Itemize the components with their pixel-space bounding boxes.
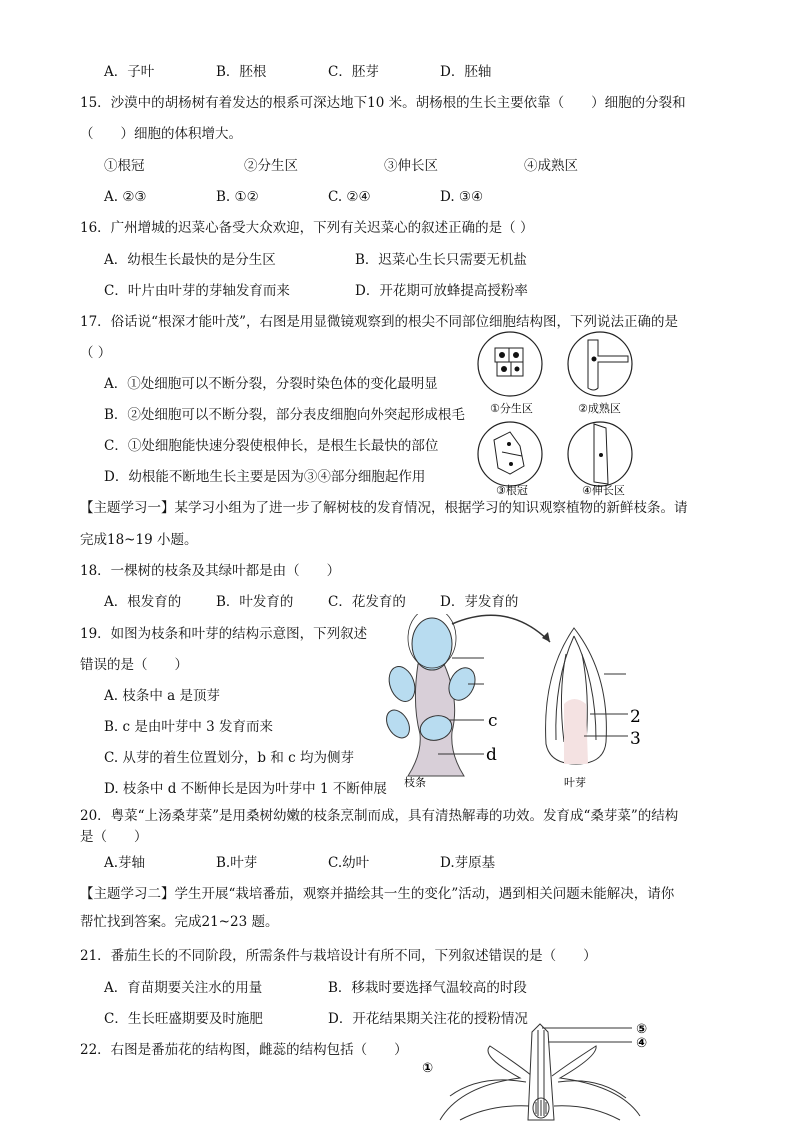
label-4: ④ bbox=[636, 1036, 648, 1051]
q16-option-d: D．开花期可放蜂提高授粉率 bbox=[355, 283, 528, 299]
q19-option-b: B. c 是由叶芽中 3 发育而来 bbox=[104, 719, 274, 735]
theme1-line2: 完成18~19 小题。 bbox=[80, 532, 198, 548]
q17-option-b: B．②处细胞可以不断分裂，部分表皮细胞向外突起形成根毛 bbox=[104, 407, 465, 423]
q21-option-a: A．育苗期要关注水的用量 bbox=[104, 980, 263, 996]
q18-option-d: D．芽发育的 bbox=[440, 594, 519, 610]
root-tip-cells-figure bbox=[476, 328, 646, 500]
q15-stem-line2: （ ）细胞的体积增大。 bbox=[80, 126, 242, 142]
q15-option-c: C. ②④ bbox=[328, 189, 371, 205]
caption-meristem: ①分生区 bbox=[490, 402, 533, 415]
q20-option-a: A.芽轴 bbox=[104, 855, 146, 871]
q18-option-c: C．花发育的 bbox=[328, 594, 406, 610]
caption-elongation-zone: ④伸长区 bbox=[582, 484, 625, 497]
q21-option-c: C．生长旺盛期要及时施肥 bbox=[104, 1011, 263, 1027]
label-5: ⑤ bbox=[636, 1022, 648, 1037]
theme2-line2: 帮忙找到答案。完成21~23 题。 bbox=[80, 914, 279, 930]
q15-option-b: B. ①② bbox=[216, 189, 259, 205]
q19-option-c: C. 从芽的着生位置划分，b 和 c 均为侧芽 bbox=[104, 750, 355, 766]
q17-option-c: C．①处细胞能快速分裂使根伸长，是根生长最快的部位 bbox=[104, 438, 439, 454]
q15-part-4: ④成熟区 bbox=[524, 158, 578, 174]
elongation-zone-diagram bbox=[568, 422, 632, 486]
label-3: 3 bbox=[630, 729, 641, 749]
label-1: ① bbox=[422, 1061, 434, 1076]
q17-stem-line2: （ ） bbox=[80, 345, 112, 361]
tomato-flower-figure bbox=[420, 1016, 660, 1123]
q15-option-d: D. ③④ bbox=[440, 189, 484, 205]
q16-option-b: B．迟菜心生长只需要无机盐 bbox=[355, 252, 527, 268]
flower-diagram bbox=[440, 1024, 640, 1120]
meristem-cells-diagram bbox=[478, 332, 542, 396]
q15-part-3: ③伸长区 bbox=[384, 158, 438, 174]
caption-maturation-zone: ②成熟区 bbox=[578, 402, 621, 415]
q14-option-d: D．胚轴 bbox=[440, 64, 492, 80]
q20-option-c: C.幼叶 bbox=[328, 855, 370, 871]
q19-option-a: A. 枝条中 a 是顶芽 bbox=[104, 688, 220, 704]
q14-option-a: A．子叶 bbox=[104, 64, 155, 80]
q20-option-d: D.芽原基 bbox=[440, 855, 496, 871]
root-cap-diagram bbox=[478, 422, 542, 486]
q18-option-a: A．根发育的 bbox=[104, 594, 182, 610]
q21-option-d: D．开花结果期关注花的授粉情况 bbox=[328, 1011, 528, 1027]
q20-option-b: B.叶芽 bbox=[216, 855, 258, 871]
q14-option-c: C．胚芽 bbox=[328, 64, 379, 80]
label-2: 2 bbox=[630, 707, 641, 727]
q16-stem: 16．广州增城的迟菜心备受大众欢迎，下列有关迟菜心的叙述正确的是（ ） bbox=[80, 220, 534, 236]
q15-part-2: ②分生区 bbox=[244, 158, 298, 174]
q20-stem-line1: 20．粤菜“上汤桑芽菜”是用桑树幼嫩的枝条烹制而成，具有清热解毒的功效。发育成“桑芽菜”的结构 bbox=[80, 808, 679, 824]
q18-option-b: B．叶发育的 bbox=[216, 594, 294, 610]
q14-option-b: B．胚根 bbox=[216, 64, 267, 80]
leaf-bud-diagram bbox=[546, 628, 628, 764]
label-c: c bbox=[488, 711, 498, 731]
maturation-zone-diagram bbox=[568, 332, 632, 396]
q15-stem-line1: 15．沙漠中的胡杨树有着发达的根系可深达地下10 米。胡杨根的生长主要依靠（ ）细胞的分裂和 bbox=[80, 95, 686, 111]
q18-stem: 18．一棵树的枝条及其绿叶都是由（ ） bbox=[80, 563, 341, 579]
q17-option-a: A．①处细胞可以不断分裂，分裂时染色体的变化最明显 bbox=[104, 376, 438, 392]
q15-option-a: A. ②③ bbox=[104, 189, 147, 205]
theme1-line1: 【主题学习一】某学习小组为了进一步了解树枝的发育情况，根据学习的知识观察植物的新鲜枝条。请 bbox=[80, 500, 688, 516]
q17-stem-line1: 17．俗话说“根深才能叶茂”，右图是用显微镜观察到的根尖不同部位细胞结构图，下列说法正确的是 bbox=[80, 314, 678, 330]
q17-option-d: D．幼根能不断地生长主要是因为③④部分细胞起作用 bbox=[104, 469, 426, 485]
q16-option-c: C．叶片由叶芽的芽轴发育而来 bbox=[104, 283, 290, 299]
caption-leaf-bud: 叶芽 bbox=[564, 776, 586, 789]
q15-part-1: ①根冠 bbox=[104, 158, 145, 174]
branch-and-bud-figure bbox=[378, 614, 658, 790]
caption-root-cap: ③根冠 bbox=[496, 484, 528, 497]
theme2-line1: 【主题学习二】学生开展“栽培番茄，观察并描绘其一生的变化”活动，遇到相关问题未能解决，请你 bbox=[80, 886, 675, 902]
q19-stem-line1: 19．如图为枝条和叶芽的结构示意图，下列叙述 bbox=[80, 626, 368, 642]
q21-stem: 21．番茄生长的不同阶段，所需条件与栽培设计有所不同，下列叙述错误的是（ ） bbox=[80, 948, 597, 964]
label-d: d bbox=[486, 745, 497, 765]
q21-option-b: B．移栽时要选择气温较高的时段 bbox=[328, 980, 527, 996]
q22-stem: 22．右图是番茄花的结构图，雌蕊的结构包括（ ） bbox=[80, 1042, 408, 1058]
q20-stem-line2: 是（ ） bbox=[80, 829, 148, 845]
branch-diagram bbox=[382, 614, 550, 776]
q19-option-d: D. 枝条中 d 不断伸长是因为叶芽中 1 不断伸展 bbox=[104, 781, 387, 797]
caption-branch: 枝条 bbox=[404, 776, 426, 789]
q19-stem-line2: 错误的是（ ） bbox=[80, 657, 188, 673]
q16-option-a: A．幼根生长最快的是分生区 bbox=[104, 252, 276, 268]
